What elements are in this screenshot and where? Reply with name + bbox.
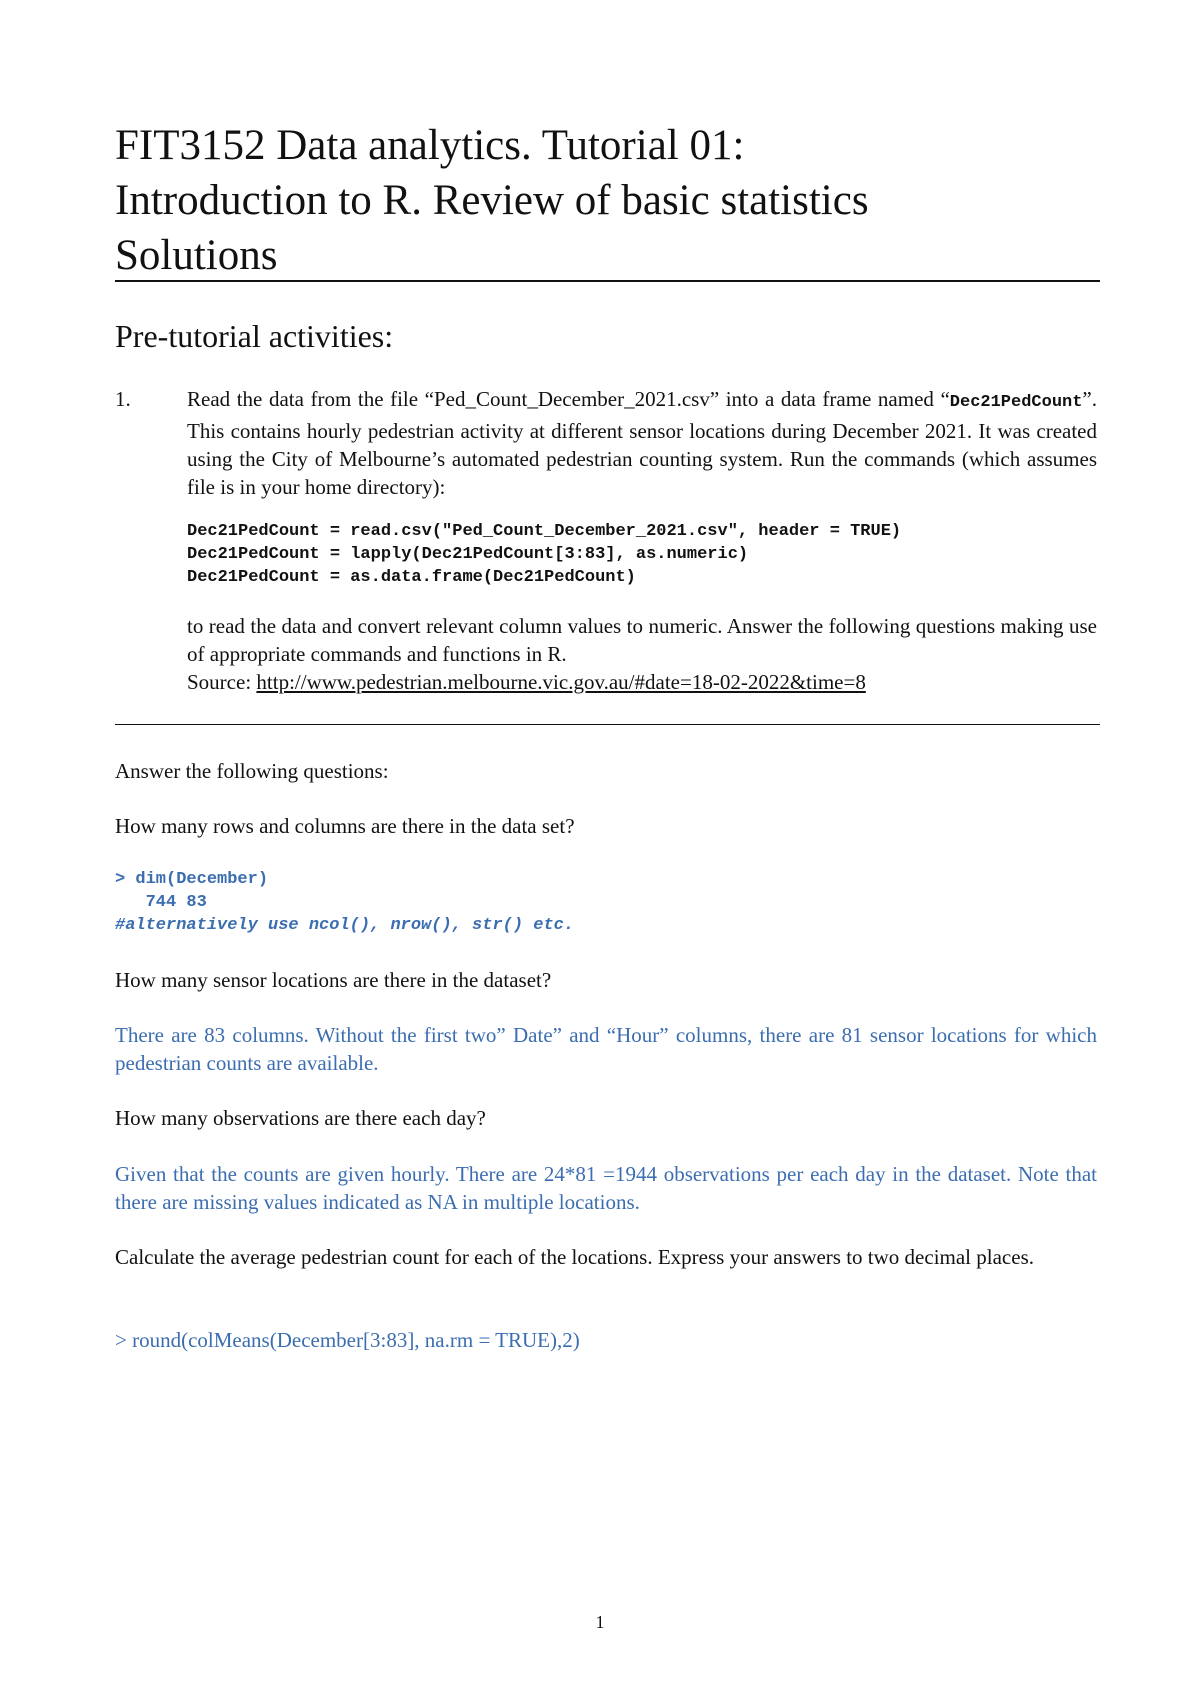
title-line-3: Solutions [115, 232, 278, 279]
title-line-1: FIT3152 Data analytics. Tutorial 01: [115, 122, 745, 169]
question-1-followup [187, 612, 1097, 696]
question-rows-columns: How many rows and columns are there in the data set? [115, 814, 575, 838]
page-number: 1 [595, 1612, 605, 1632]
code-line: Dec21PedCount = read.csv("Ped_Count_December_2021.csv", header = TRUE) [187, 522, 902, 541]
question-sensors: How many sensor locations are there in the dataset? [115, 968, 552, 992]
answers-intro: Answer the following questions: [115, 759, 389, 783]
answer-observations: Given that the counts are given hourly. There are 24*81 =1944 observations per each day in the dataset. Note that there are missing values indicated as NA in multiple locations. [115, 1162, 1097, 1214]
answer-average-code: > round(colMeans(December[3:83], na.rm = TRUE),2) [115, 1328, 580, 1352]
data-frame-name: Dec21PedCount [949, 393, 1083, 412]
page-title [115, 118, 1100, 283]
code-line: > dim(December) [115, 870, 269, 889]
question-average: Calculate the average pedestrian count for each of the locations. Express your answers to two decimal places. [115, 1245, 1034, 1269]
question-1-after-text: to read the data and convert relevant column values to numeric. Answer the following questions making use of appropriate commands and functions in R. [187, 614, 1097, 666]
code-output: 744 83 [115, 893, 207, 912]
question-1-text [187, 385, 1097, 501]
section-divider [115, 724, 1100, 725]
source-label: Source: [187, 670, 257, 694]
answer-sensors: There are 83 columns. Without the first two” Date” and “Hour” columns, there are 81 sensor locations for which pedestrian counts are available. [115, 1023, 1097, 1075]
question-observations: How many observations are there each day? [115, 1106, 486, 1130]
title-line-2: Introduction to R. Review of basic statistics [115, 177, 869, 224]
code-line: Dec21PedCount = as.data.frame(Dec21PedCount) [187, 568, 636, 587]
code-block-setup [187, 520, 901, 589]
pretutorial-heading: Pre-tutorial activities: [115, 318, 394, 354]
code-block-dim [115, 868, 574, 937]
question-number: 1. [115, 387, 131, 411]
source-link[interactable]: http://www.pedestrian.melbourne.vic.gov.au/#date=18-02-2022&time=8 [256, 670, 866, 694]
title-divider [115, 280, 1100, 282]
code-line: Dec21PedCount = lapply(Dec21PedCount[3:83], as.numeric) [187, 545, 749, 564]
question-1-text-a: Read the data from the file “Ped_Count_December_2021.csv” into a data frame named “ [187, 387, 950, 411]
code-comment: #alternatively use ncol(), nrow(), str() etc. [115, 916, 575, 935]
question-1-text-b: ”. This contains hourly pedestrian activity at different sensor locations during December 2021. It was created using the City of Melbourne’s automated pedestrian counting system. Run the commands (which assumes file is in your home directory): [187, 387, 1097, 499]
